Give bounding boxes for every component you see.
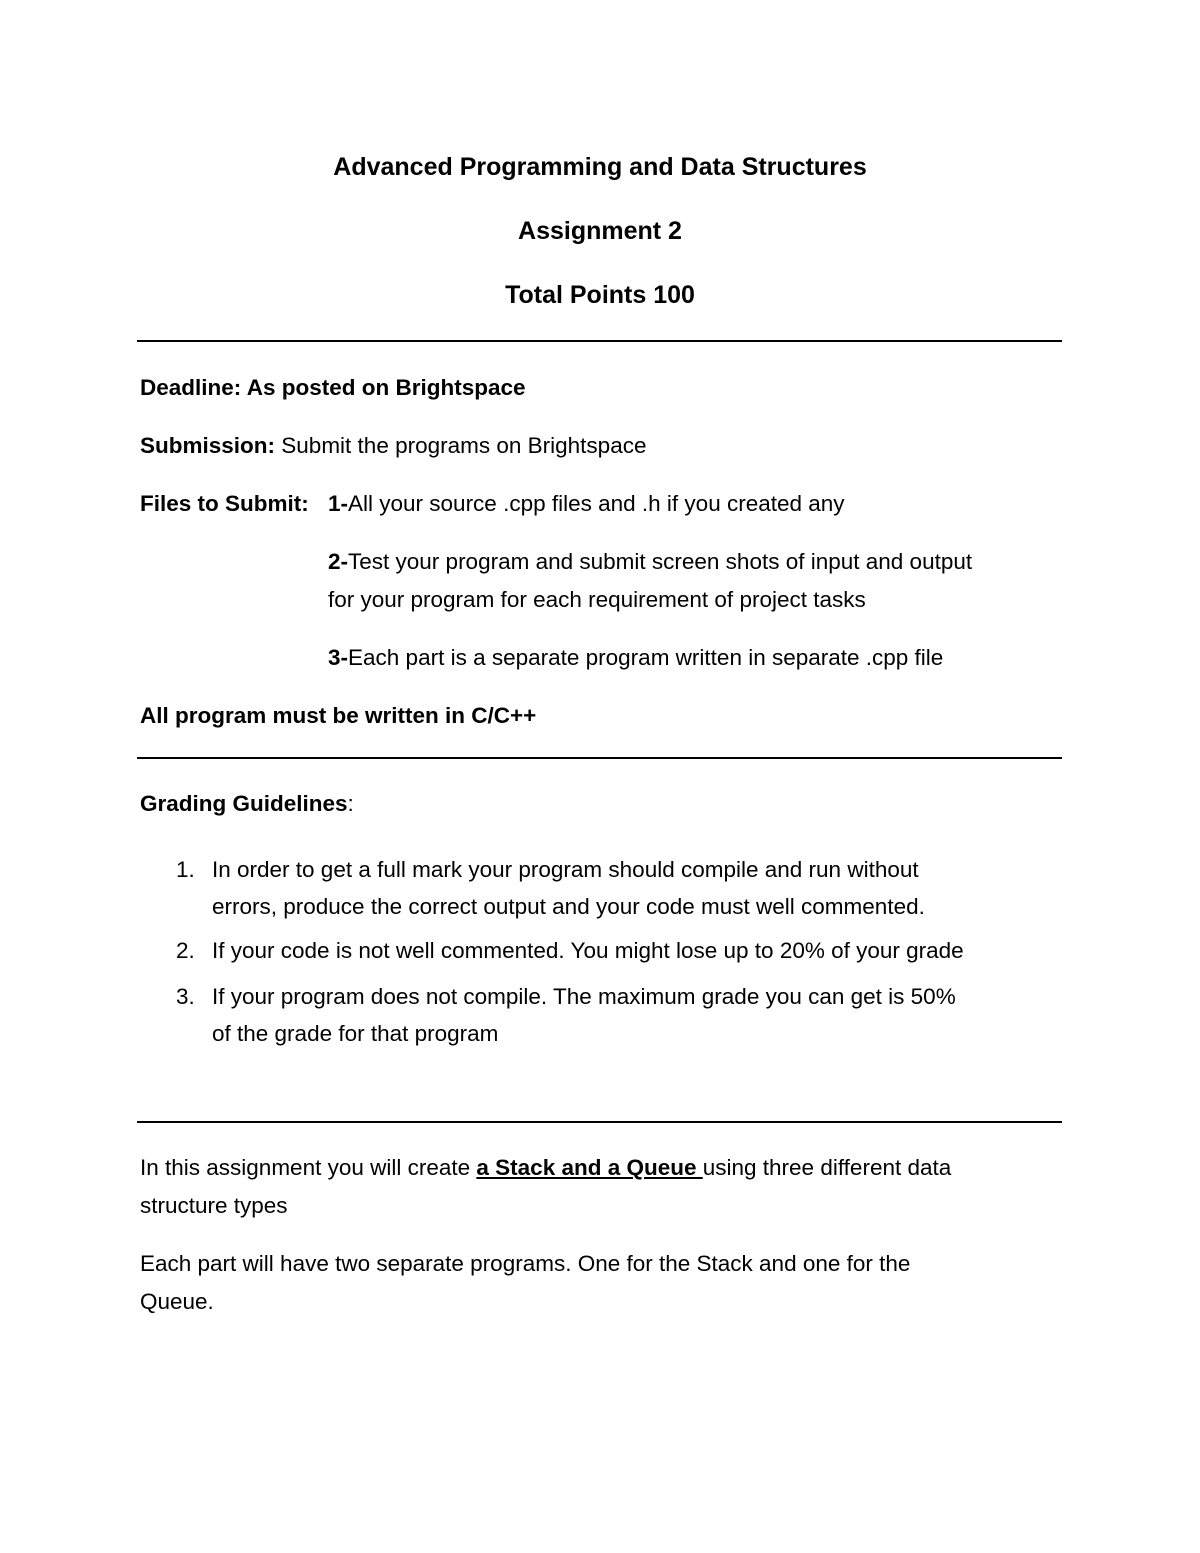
file-item-1 xyxy=(328,490,845,518)
files-label: Files to Submit: xyxy=(140,491,309,516)
file-item-number: 1- xyxy=(328,491,349,516)
file-item-text: Test your program and submit screen shots of input and output xyxy=(348,549,973,574)
total-points: Total Points 100 xyxy=(505,281,695,309)
file-item-3 xyxy=(328,644,943,672)
deadline xyxy=(140,374,526,402)
intro-paragraph-2: Each part will have two separate programs. One for the Stack and one for the xyxy=(140,1251,911,1276)
file-item-number: 2- xyxy=(328,549,349,574)
submission-label: Submission: xyxy=(140,433,276,458)
intro-line-1 xyxy=(140,1154,951,1182)
language-note: All program must be written in C/C++ xyxy=(140,703,537,728)
file-item-text: All your source .cpp files and .h if you created any xyxy=(348,491,845,516)
grading-heading-colon: : xyxy=(347,791,354,816)
file-item-2 xyxy=(328,548,972,576)
submission-value: Submit the programs on Brightspace xyxy=(281,433,647,458)
assignment-title: Assignment 2 xyxy=(518,217,682,245)
grading-item-2: If your code is not well commented. You might lose up to 20% of your grade xyxy=(212,938,964,963)
intro-emphasis: a Stack and a Queue xyxy=(476,1155,703,1180)
intro-text-after: using three different data xyxy=(702,1155,952,1180)
intro-line-2: structure types xyxy=(140,1193,288,1218)
grading-item-3: If your program does not compile. The maximum grade you can get is 50% xyxy=(212,984,956,1009)
grading-item-number: 2. xyxy=(176,938,195,963)
divider-bottom xyxy=(137,1121,1062,1123)
grading-item-1-continued: errors, produce the correct output and your code must well commented. xyxy=(212,894,925,919)
grading-item-number: 1. xyxy=(176,857,195,882)
course-title: Advanced Programming and Data Structures xyxy=(333,153,867,181)
intro-paragraph-2-continued: Queue. xyxy=(140,1289,214,1314)
file-item-2-continued: for your program for each requirement of project tasks xyxy=(328,587,866,612)
grading-heading-text: Grading Guidelines xyxy=(140,791,348,816)
deadline-value: As posted on Brightspace xyxy=(246,375,526,400)
grading-item-number: 3. xyxy=(176,984,195,1009)
divider-middle xyxy=(137,757,1062,759)
file-item-text: Each part is a separate program written in separate .cpp file xyxy=(348,645,944,670)
grading-heading xyxy=(140,790,354,818)
file-item-number: 3- xyxy=(328,645,349,670)
grading-item-3-continued: of the grade for that program xyxy=(212,1021,499,1046)
deadline-label: Deadline: xyxy=(140,375,242,400)
submission xyxy=(140,432,646,460)
divider-top xyxy=(137,340,1062,342)
grading-item-1: In order to get a full mark your program should compile and run without xyxy=(212,857,919,882)
intro-text-before: In this assignment you will create xyxy=(140,1155,477,1180)
